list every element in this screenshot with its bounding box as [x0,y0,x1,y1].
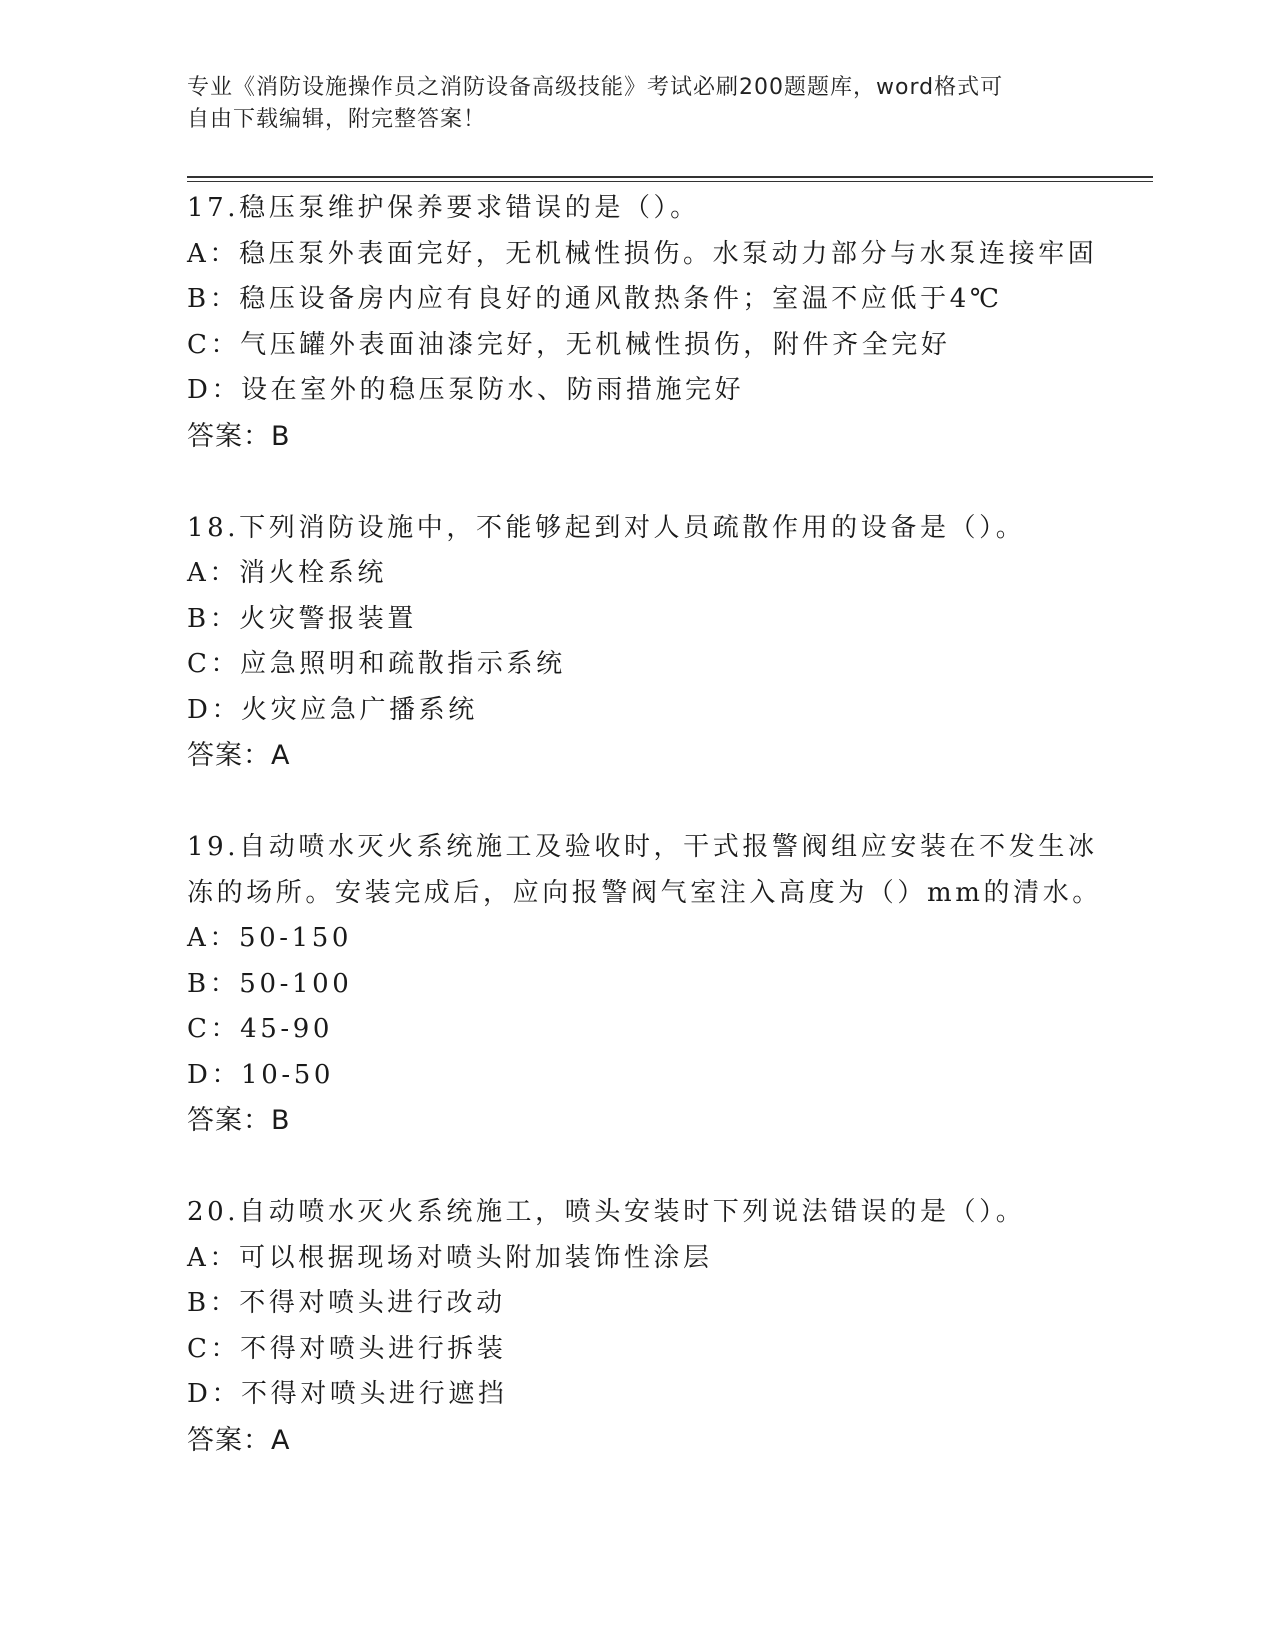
answer-text: 答案：B [187,420,291,452]
question-18 [187,506,1087,780]
option-a: A：可以根据现场对喷头附加装饰性涂层 [187,1242,713,1273]
option-a: A：消火栓系统 [187,558,387,588]
option-d: D：不得对喷头进行遮挡 [187,1379,508,1409]
option-c: C：气压罐外表面油漆完好，无机械性损伤，附件齐全完好 [187,329,951,360]
header-divider-thin [187,181,1153,182]
answer-text: 答案：A [187,1424,291,1456]
header-divider-thick [187,176,1153,178]
question-stem-line-2: 冻的场所。安装完成后，应向报警阀气室注入高度为（）mm的清水。 [187,877,1102,908]
option-c: C：应急照明和疏散指示系统 [187,649,566,679]
header-line-1: 专业《消防设施操作员之消防设备高级技能》考试必刷200题题库，word格式可 [187,75,1004,100]
question-19 [187,825,1102,1144]
question-stem: 17.稳压泵维护保养要求错误的是（）。 [187,193,700,223]
answer-text: 答案：B [187,1105,291,1136]
answer-text: 答案：A [187,740,291,771]
question-list [187,186,1102,1510]
option-d: D：10-50 [187,1059,334,1090]
question-stem: 18.下列消防设施中，不能够起到对人员疏散作用的设备是（）。 [187,512,1026,543]
question-stem-line-1: 19.自动喷水灭火系统施工及验收时，干式报警阀组应安装在不发生冰 [187,832,1098,862]
option-d: D：火灾应急广播系统 [187,694,478,725]
option-b: B：不得对喷头进行改动 [187,1288,506,1318]
option-d: D：设在室外的稳压泵防水、防雨措施完好 [187,375,745,405]
question-20 [187,1190,1087,1464]
document-header [187,72,1087,136]
option-b: B：稳压设备房内应有良好的通风散热条件；室温不应低于4℃ [187,284,1003,314]
option-c: C：45-90 [187,1014,334,1044]
question-17 [187,186,1098,460]
question-stem: 20.自动喷水灭火系统施工，喷头安装时下列说法错误的是（）。 [187,1197,1026,1227]
header-line-2: 自由下载编辑，附完整答案！ [187,107,487,132]
option-a: A：稳压泵外表面完好，无机械性损伤。水泵动力部分与水泵连接牢固 [187,238,1098,269]
option-c: C：不得对喷头进行拆装 [187,1333,507,1364]
option-b: B：50-100 [187,968,353,999]
option-a: A：50-150 [187,923,353,953]
option-b: B：火灾警报装置 [187,603,417,634]
